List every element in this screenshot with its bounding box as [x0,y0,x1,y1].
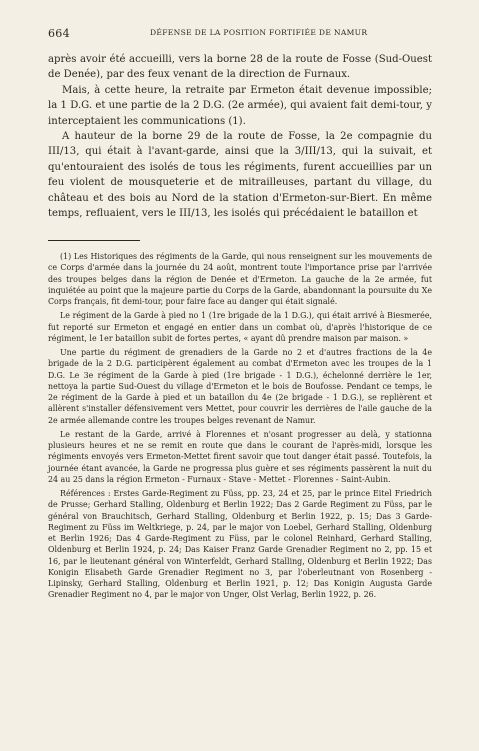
footnote-paragraph: (1) Les Historiques des régiments de la Garde, qui nous renseignent sur les mouvements de ce Corps d'armée dans la journée du 24 août, montrent toute l'importance prise par l'arrivée des troupes belges dans la région de Denée et d'Ermeton. La gauche de la 2e armée, fut inquiétée au point que la majeure partie du Corps de la Garde, abandonnant la poursuite du Xe Corps français, fit demi-tour, pour faire face au danger qui était signalé. [48,252,432,306]
body-paragraph: Mais, à cette heure, la retraite par Ermeton était devenue impossible; la 1 D.G. et une partie de la 2 D.G. (2e armée), qui avaient fait demi-tour, y interceptaient les communications (1). [48,84,432,127]
footnote-paragraph: Le régiment de la Garde à pied no 1 (1re brigade de la 1 D.G.), qui était arrivé à Biesmerée, fut reporté sur Ermeton et engagé en entier dans un combat où, d'après l'historique de ce régiment, le 1er bataillon subit de fortes pertes, « ayant dû prendre maison par maison. » [48,311,432,343]
footnote-paragraph: Une partie du régiment de grenadiers de la Garde no 2 et d'autres fractions de la 4e brigade de la 2 D.G. participèrent également au combat d'Ermeton avec les troupes de la 1 D.G. Le 3e régiment de la Garde à pied (1re brigade - 1 D.G.), échelonné derrière le 1er, nettoya la partie Sud-Ouest du village d'Ermeton et le bois de Boufosse. Pendant ce temps, le 2e régiment de la Garde à pied et un bataillon du 4e (2e brigade - 1 D.G.), se replièrent et allèrent s'installer défensivement vers Mettet, pour couvrir les derrières de l'aile gauche de la 2e armée allemande contre les troupes belges revenant de Namur. [48,348,432,425]
body-paragraph: après avoir été accueilli, vers la borne 28 de la route de Fosse (Sud-Ouest de Denée), par des feux venant de la direction de Furnaux. [48,54,432,81]
body-paragraph: A hauteur de la borne 29 de la route de Fosse, la 2e compagnie du III/13, qui était à l'avant-garde, ainsi que la 3/III/13, qui la suivait, et qu'entouraient des isolés de tous les régiments, furent accueillies par un feu violent de mousqueterie et de mitrailleuses, partant du village, du château et des bois au Nord de la station d'Ermeton-sur-Biert. En même temps, refluaient, vers le III/13, les isolés qui précédaient le bataillon et [48,131,432,220]
running-title: DÉFENSE DE LA POSITION FORTIFIÉE DE NAMUR [150,28,368,37]
footnotes [48,251,432,601]
footnote-paragraph: Le restant de la Garde, arrivé à Florennes et n'osant progresser au delà, y stationna plusieurs heures et ne se remit en route que dans le courant de l'après-midi, lorsque les régiments envoyés vers Ermeton-Mettet firent savoir que tout danger était passé. Toutefois, la journée étant avancée, la Garde ne progressa plus guère et ses régiments passèrent la nuit du 24 au 25 dans la région Ermeton - Furnaux - Stave - Mettet - Florennes - Saint-Aubin. [48,429,432,484]
footnote-separator [48,240,140,241]
main-text [48,52,432,221]
page-header [40,27,439,43]
footnote-references: Références : Erstes Garde-Regiment zu Füss, pp. 23, 24 et 25, par le prince Eitel Friedrich de Prusse; Gerhard Stalling, Oldenburg et Berlin 1922; Das 2 Garde Regiment zu Füss, par le général von Brauchitsch, Gerhard Stalling, Oldenburg et Berlin 1922, p. 15; Das 3 Garde-Regiment zu Füss im Weltkriege, p. 24, par le major von Loebel, Gerhard Stalling, Oldenburg et Berlin 1926; Das 4 Garde-Regiment zu Füss, par le colonel Reinhard, Gerhard Stalling, Oldenburg et Berlin 1924, p. 24; Das Kaiser Franz Garde Grenadier Regiment no 2, pp. 15 et 16, par le lieutenant général von Winterfeldt, Gerhard Stalling, Oldenburg et Berlin 1922; Das Konigin Elisabeth Garde Grenadier Regiment no 3, par l'oberleutnant von Rosenberg - Lipinsky, Gerhard Stalling, Oldenburg et Berlin 1921, p. 12; Das Konigin Augusta Garde Grenadier Regiment no 4, par le major von Unger, Olst Verlag, Berlin 1922, p. 26. [48,489,432,600]
page-number: 664 [48,27,70,40]
